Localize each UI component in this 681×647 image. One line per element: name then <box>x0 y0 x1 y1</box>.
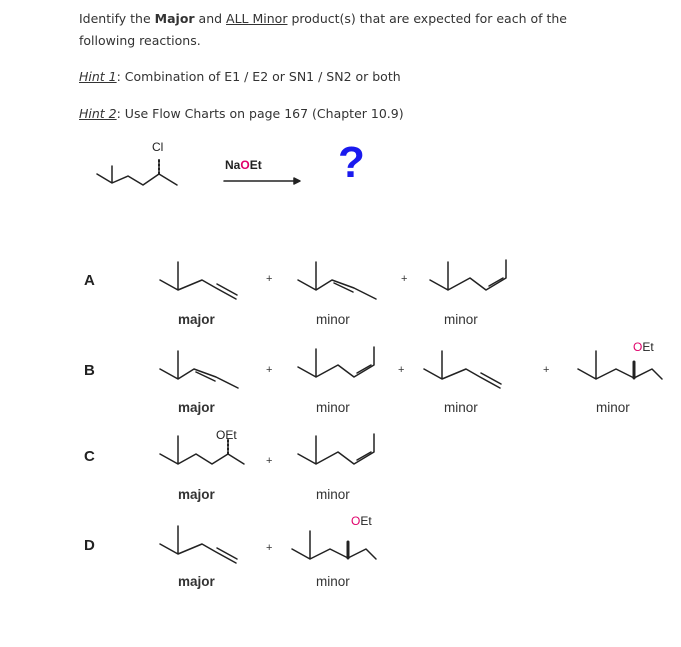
option-b-product-1 <box>158 347 248 392</box>
option-c-caption-1: major <box>178 487 215 502</box>
option-b-letter: B <box>84 362 95 379</box>
option-c-caption-2: minor <box>316 487 350 502</box>
option-d-letter: D <box>84 537 95 554</box>
hint-2: Hint 2: Use Flow Charts on page 167 (Chapter 10.9) <box>79 106 404 121</box>
option-b-caption-1: major <box>178 400 215 415</box>
option-c-oet-label: OEt <box>216 428 237 442</box>
option-a-caption-3: minor <box>444 312 478 327</box>
question-mark: ? <box>338 138 365 187</box>
option-d-caption-1: major <box>178 574 215 589</box>
option-b-product-3 <box>422 347 512 392</box>
option-a-caption-2: minor <box>316 312 350 327</box>
option-b-caption-2: minor <box>316 400 350 415</box>
option-c-product-2 <box>296 432 376 477</box>
instructions: Identify the Major and ALL Minor product(s) that are expected for each of the following reactions. <box>79 11 568 48</box>
option-b-product-2 <box>296 345 376 390</box>
reaction-arrow <box>222 176 304 186</box>
hint-1: Hint 1: Combination of E1 / E2 or SN1 / SN2 or both <box>79 69 401 84</box>
option-d-caption-2: minor <box>316 574 350 589</box>
reagent-label: NaOEt <box>225 158 262 172</box>
option-b-oet-label: OEt <box>633 340 654 354</box>
option-c-letter: C <box>84 448 95 465</box>
option-b-caption-3: minor <box>444 400 478 415</box>
option-a-caption-1: major <box>178 312 215 327</box>
option-b-caption-4: minor <box>596 400 630 415</box>
option-a-product-3 <box>428 258 508 303</box>
chlorine-label: Cl <box>152 140 164 154</box>
option-d-product-1 <box>158 522 248 567</box>
reactant-structure <box>95 140 185 200</box>
option-a-product-2 <box>296 258 386 303</box>
option-d-oet-label: OEt <box>351 514 372 528</box>
option-a-letter: A <box>84 272 95 289</box>
option-a-product-1 <box>158 258 248 303</box>
